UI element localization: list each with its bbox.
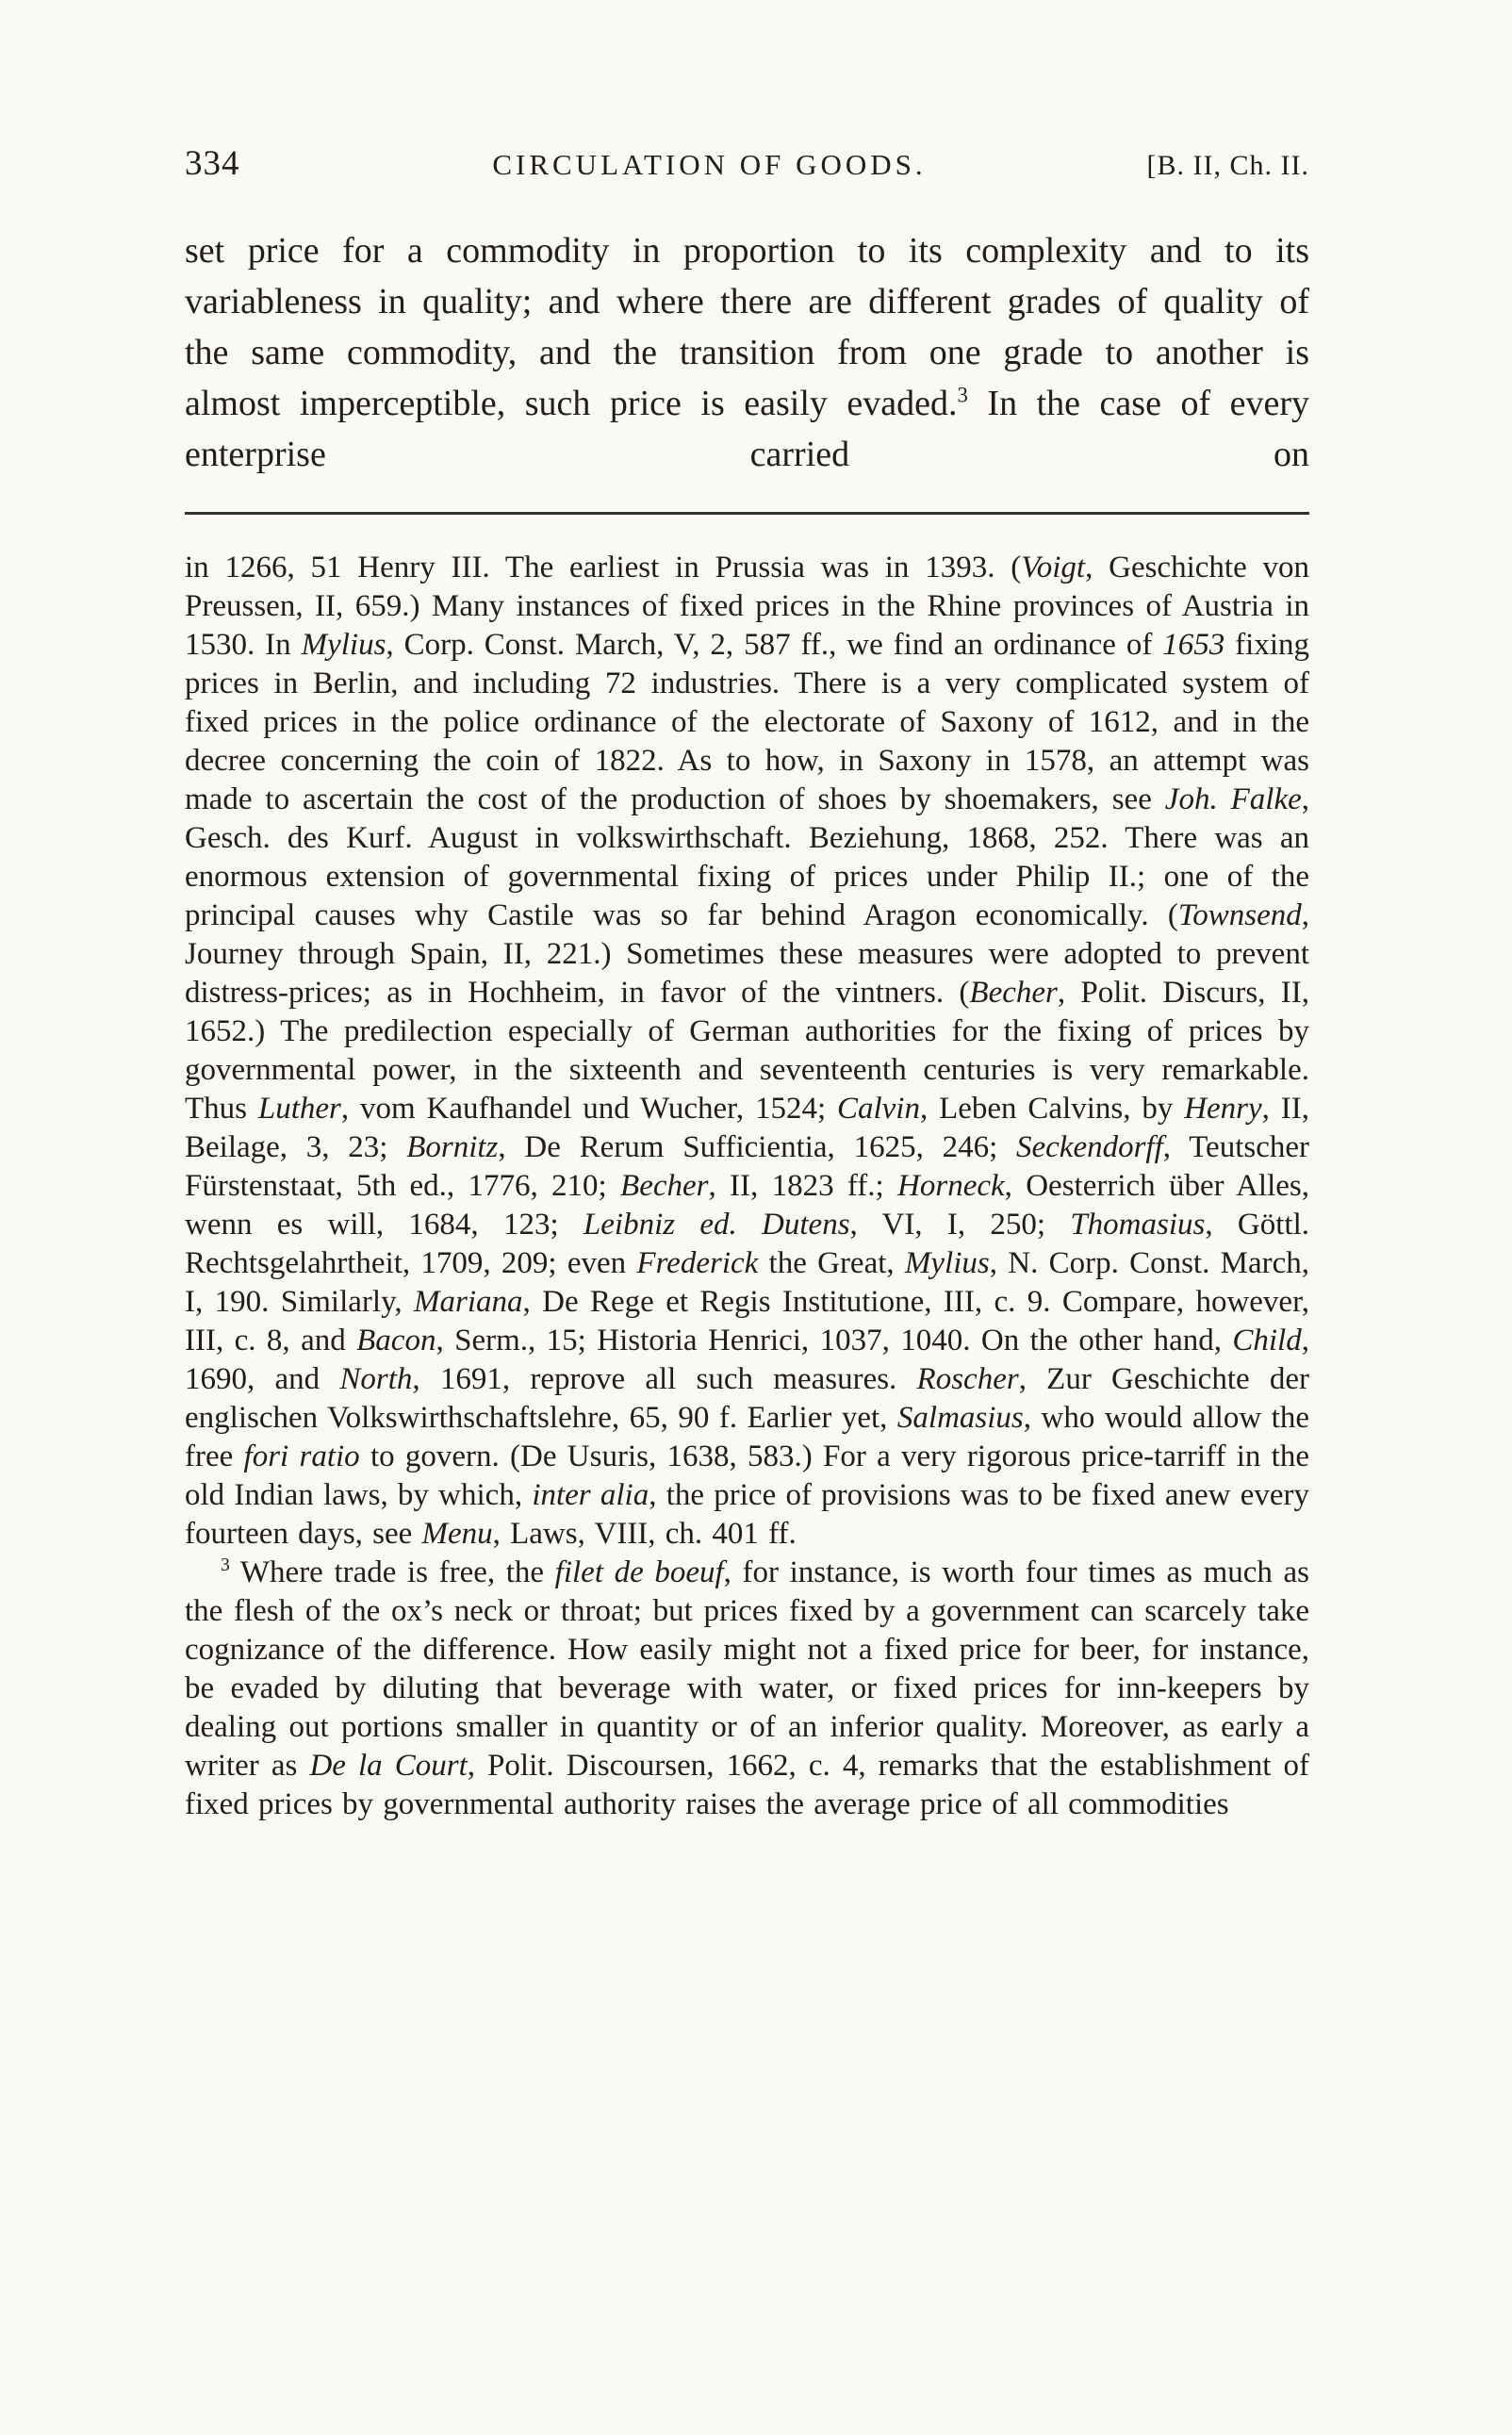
italic-term: Voigt bbox=[1021, 551, 1086, 584]
italic-term: Bornitz bbox=[406, 1130, 499, 1164]
footnote-reference: 3 bbox=[221, 1555, 230, 1575]
italic-term: De la Court bbox=[309, 1749, 468, 1783]
text-run: In the case of every enterprise carried on bbox=[185, 384, 1310, 474]
italic-term: Mylius bbox=[904, 1246, 990, 1280]
page-number: 334 bbox=[185, 144, 240, 183]
text-run: , II, Beilage, 3, 23; bbox=[185, 1092, 1309, 1164]
italic-term: Thomasius bbox=[1070, 1208, 1206, 1242]
text-run: set price for a commodity in proportion to its complexity and to its variableness in quality; and where there are different grades of quality of the same commodity, and the transition from one grade to another is almost imperceptible, such price is easily evaded. bbox=[185, 231, 1309, 423]
text-run: , II, 1823 ff.; bbox=[708, 1169, 898, 1203]
text-run: in 1266, 51 Henry III. The earliest in Prussia was in 1393. ( bbox=[185, 551, 1022, 584]
text-run: , 1691, reprove all such measures. bbox=[412, 1362, 917, 1396]
text-run: , VI, I, 250; bbox=[849, 1208, 1071, 1242]
italic-term: Becher bbox=[620, 1169, 709, 1203]
running-title: CIRCULATION OF GOODS. bbox=[492, 148, 927, 181]
footnote-divider bbox=[185, 512, 1309, 515]
italic-term: Henry bbox=[1184, 1092, 1262, 1126]
text-run: , Corp. Const. March, V, 2, 587 ff., we find an ordinance of bbox=[386, 628, 1163, 662]
footnote-reference: 3 bbox=[957, 383, 968, 407]
text-run: , De Rerum Sufficientia, 1625, 246; bbox=[498, 1130, 1016, 1164]
text-run: , Polit. Discoursen, 1662, c. 4, remarks that the establishment of fixed prices by governmental authority raises the average price of all commodities bbox=[185, 1749, 1309, 1821]
italic-term: Frederick bbox=[636, 1246, 759, 1280]
text-run: , vom Kaufhandel und Wucher, 1524; bbox=[340, 1092, 837, 1126]
italic-term: Roscher bbox=[916, 1362, 1019, 1396]
italic-term: Seckendorff bbox=[1016, 1130, 1163, 1164]
italic-term: North bbox=[339, 1362, 413, 1396]
text-run: fixing prices in Berlin, and including 72 industries. There is a very complicated system of fixed prices in the police ordinance of the electorate of Saxony of 1612, and in the decree concerning the coin of 1822. As to how, in Saxony in 1578, an attempt was made to ascertain the cost of the production of shoes by shoemakers, see bbox=[185, 628, 1310, 816]
footnote-3 bbox=[185, 1554, 1309, 1824]
text-run: , Polit. Discurs, II, 1652.) The predilection especially of German authorities for the fixing of prices by governmental power, in the sixteenth and seventeenth centuries is very remarkable. Thus bbox=[185, 976, 1309, 1126]
text-run: , Laws, VIII, ch. 401 ff. bbox=[492, 1517, 797, 1551]
text-run: , N. Corp. Const. March, I, 190. Similarly, bbox=[185, 1246, 1309, 1319]
text-run: Where trade is free, the bbox=[229, 1555, 555, 1589]
italic-term: Child bbox=[1232, 1324, 1302, 1357]
italic-term: Mylius bbox=[301, 628, 386, 662]
italic-term: Townsend bbox=[1177, 898, 1302, 932]
text-run: , who would allow the free bbox=[185, 1401, 1309, 1473]
text-run: the Great, bbox=[758, 1246, 905, 1280]
italic-term: 1653 bbox=[1162, 628, 1225, 662]
text-run: , Teutscher Fürstenstaat, 5th ed., 1776, 210; bbox=[185, 1130, 1309, 1203]
italic-term: Mariana bbox=[414, 1285, 523, 1319]
italic-term: Salmasius bbox=[896, 1401, 1024, 1435]
italic-term: fori ratio bbox=[243, 1440, 360, 1473]
text-run: to govern. (De Usuris, 1638, 583.) For a very rigorous price-tarriff in the old Indian laws, by which, bbox=[185, 1440, 1309, 1512]
text-run: , the price of provisions was to be fixed anew every fourteen days, see bbox=[185, 1478, 1309, 1551]
italic-term: Menu bbox=[421, 1517, 493, 1551]
text-run: , Oesterrich über Alles, wenn es will, 1684, 123; bbox=[185, 1169, 1310, 1242]
chapter-reference: [B. II, Ch. II. bbox=[1146, 150, 1309, 181]
body-paragraph bbox=[185, 225, 1309, 480]
italic-term: Luther bbox=[257, 1092, 341, 1126]
italic-term: Bacon bbox=[356, 1324, 436, 1357]
text-run: , Serm., 15; Historia Henrici, 1037, 1040. On the other hand, bbox=[436, 1324, 1233, 1357]
text-run: , Zur Geschichte der englischen Volkswirthschaftslehre, 65, 90 f. Earlier yet, bbox=[185, 1362, 1310, 1435]
page-header bbox=[185, 143, 1309, 184]
text-run: , De Rege et Regis Institutione, III, c. 9. Compare, however, III, c. 8, and bbox=[185, 1285, 1309, 1357]
text-run: , 1690, and bbox=[185, 1324, 1309, 1396]
text-run: , Journey through Spain, II, 221.) Sometimes these measures were adopted to prevent distress-prices; as in Hochheim, in favor of the vintners. ( bbox=[185, 898, 1309, 1010]
italic-term: Leibniz ed. Dutens bbox=[583, 1208, 850, 1242]
text-run: , Leben Calvins, by bbox=[919, 1092, 1185, 1126]
italic-term: filet de boeuf bbox=[554, 1555, 724, 1589]
italic-term: Calvin bbox=[836, 1092, 920, 1126]
footnote-continuation bbox=[185, 549, 1309, 1554]
italic-term: inter alia bbox=[532, 1478, 649, 1512]
italic-term: Horneck bbox=[897, 1169, 1005, 1203]
text-run: , Gesch. des Kurf. August in volkswirthschaft. Beziehung, 1868, 252. There was an enormous extension of governmental fixing of prices under Philip II.; one of the principal causes why Castile was so far behind Aragon economically. ( bbox=[185, 782, 1309, 932]
text-run: , Geschichte von Preussen, II, 659.) Many instances of fixed prices in the Rhine provinces of Austria in 1530. In bbox=[185, 551, 1309, 662]
text-run: , for instance, is worth four times as much as the flesh of the ox’s neck or throat; but prices fixed by a government can scarcely take cognizance of the difference. How easily might not a fixed price for beer, for instance, be evaded by diluting that beverage with water, or fixed prices for inn-keepers by dealing out portions smaller in quantity or of an inferior quality. Moreover, as early a writer as bbox=[185, 1555, 1309, 1783]
italic-term: Joh. Falke bbox=[1164, 782, 1302, 816]
italic-term: Becher bbox=[969, 976, 1058, 1010]
footnotes-section bbox=[185, 549, 1309, 1824]
text-run: , Göttl. Rechtsgelahrtheit, 1709, 209; even bbox=[185, 1208, 1309, 1280]
